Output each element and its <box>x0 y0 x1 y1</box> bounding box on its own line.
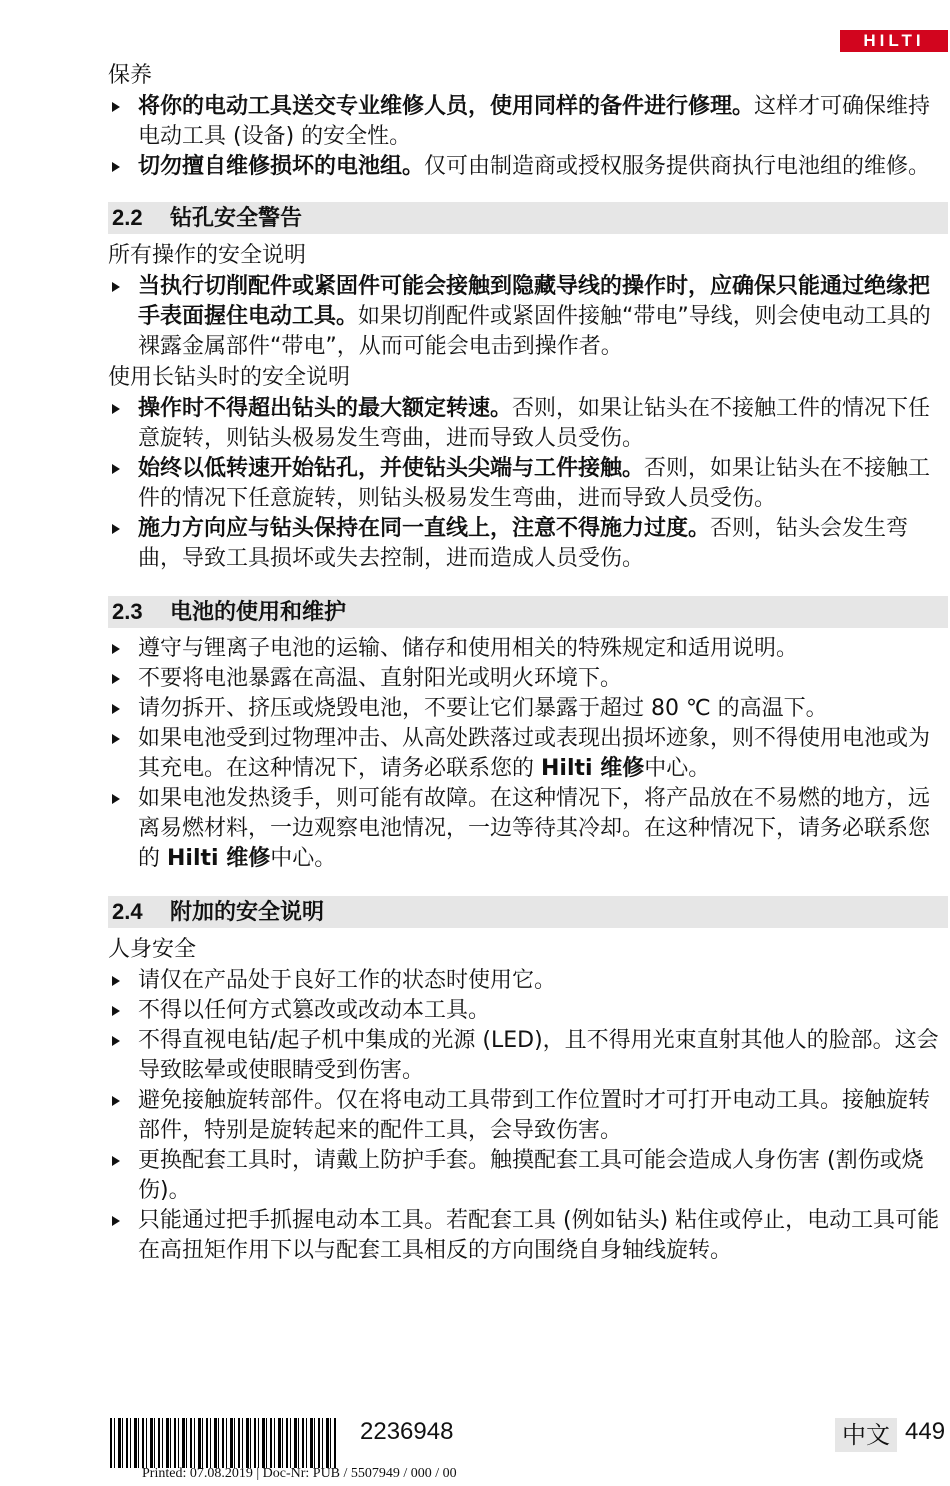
list-item <box>108 664 948 694</box>
page-number: 449 <box>905 1418 946 1445</box>
section-title: 电池的使用和维护 <box>170 600 347 625</box>
body-text: 中心。 <box>644 756 711 781</box>
hilti-logo: HILTI <box>840 30 948 52</box>
body-text: 更换配套工具时，请戴上防护手套。触摸配套工具可能会造成人身伤害 (割伤或烧伤)。 <box>138 1148 924 1203</box>
body-text: 如果电池受到过物理冲击、从高处跌落过或表现出损坏迹象，则不得使用电池或为其充电。在这种情况下，请务必联系您的 <box>138 726 931 781</box>
list-item <box>108 1206 948 1266</box>
section-title: 附加的安全说明 <box>170 900 325 925</box>
emphasis-text: Hilti 维修 <box>167 846 271 871</box>
list-item <box>108 454 948 514</box>
body-text: 不要将电池暴露在高温、直射阳光或明火环境下。 <box>138 666 623 691</box>
body-text: 仅可由制造商或授权服务提供商执行电池组的维修。 <box>424 154 931 179</box>
list-item <box>108 92 948 152</box>
body-text: 如果切削配件或紧固件接触“带电”导线，则会使电动工具的裸露金属部件“带电”，从而可能会电击到操作者。 <box>138 304 931 359</box>
list-item <box>108 152 948 182</box>
body-text: 这样才可确保维持电动工具 (设备) 的安全性。 <box>138 94 931 149</box>
body-text: 否则，钻头会发生弯曲，导致工具损坏或失去控制，进而造成人员受伤。 <box>138 516 909 571</box>
doc-number: 2236948 <box>360 1418 454 1445</box>
section-number: 2.4 <box>112 899 143 924</box>
language-badge: 中文 <box>835 1418 897 1452</box>
barcode <box>110 1418 338 1468</box>
section-title: 钻孔安全警告 <box>170 206 303 231</box>
list-item <box>108 272 948 362</box>
section-number: 2.2 <box>112 205 143 230</box>
emphasis-text: 操作时不得超出钻头的最大额定转速。 <box>138 396 513 421</box>
body-text: 不得以任何方式篡改或改动本工具。 <box>138 998 491 1023</box>
list-item <box>108 966 948 996</box>
list-item <box>108 724 948 784</box>
section-header-2-2 <box>108 202 948 234</box>
body-text: 避免接触旋转部件。仅在将电动工具带到工作位置时才可打开电动工具。接触旋转部件，特别是旋转起来的配件工具，会导致伤害。 <box>138 1088 931 1143</box>
body-text: 否则，如果让钻头在不接触工件的情况下任意旋转，则钻头极易发生弯曲，进而导致人员受伤。 <box>138 396 931 451</box>
list-item <box>108 514 948 574</box>
emphasis-text: 将你的电动工具送交专业维修人员，使用同样的备件进行修理。 <box>138 94 755 119</box>
body-text: 请勿拆开、挤压或烧毁电池，不要让它们暴露于超过 80 ℃ 的高温下。 <box>138 696 828 721</box>
page-content <box>108 60 948 1266</box>
list-item <box>108 394 948 454</box>
emphasis-text: 切勿擅自维修损坏的电池组。 <box>138 154 425 179</box>
list-item <box>108 784 948 874</box>
subsection-heading: 所有操作的安全说明 <box>108 243 307 268</box>
list-item <box>108 694 948 724</box>
subsection-heading: 人身安全 <box>108 937 197 962</box>
body-text: 遵守与锂离子电池的运输、储存和使用相关的特殊规定和适用说明。 <box>138 636 799 661</box>
print-info: Printed: 07.08.2019 | Doc-Nr: PUB / 5507949 / 000 / 00 <box>142 1466 457 1481</box>
emphasis-text: 当执行切削配件或紧固件可能会接触到隐藏导线的操作时，应确保只能通过绝缘把手表面握住电动工具。 <box>138 274 931 329</box>
list-item <box>108 1026 948 1086</box>
section-header-2-4 <box>108 896 948 928</box>
body-text: 如果电池发热烫手，则可能有故障。在这种情况下，将产品放在不易燃的地方，远离易燃材料，一边观察电池情况，一边等待其冷却。在这种情况下，请务必联系您的 <box>138 786 931 871</box>
body-text: 请仅在产品处于良好工作的状态时使用它。 <box>138 968 557 993</box>
emphasis-text: 施力方向应与钻头保持在同一直线上，注意不得施力过度。 <box>138 516 711 541</box>
body-text: 只能通过把手抓握电动本工具。若配套工具 (例如钻头) 粘住或停止，电动工具可能在高扭矩作用下以与配套工具相反的方向围绕自身轴线旋转。 <box>138 1208 940 1263</box>
list-item <box>108 996 948 1026</box>
section-header-2-3 <box>108 596 948 628</box>
maintenance-heading: 保养 <box>108 63 153 88</box>
list-item <box>108 1086 948 1146</box>
list-item <box>108 1146 948 1206</box>
subsection-heading: 使用长钻头时的安全说明 <box>108 365 351 390</box>
emphasis-text: Hilti 维修 <box>541 756 645 781</box>
body-text: 不得直视电钻/起子机中集成的光源 (LED)，且不得用光束直射其他人的脸部。这会导致眩晕或使眼睛受到伤害。 <box>138 1028 939 1083</box>
body-text: 中心。 <box>270 846 337 871</box>
body-text: 否则，如果让钻头在不接触工件的情况下任意旋转，则钻头极易发生弯曲，进而导致人员受伤。 <box>138 456 931 511</box>
emphasis-text: 始终以低转速开始钻孔，并使钻头尖端与工件接触。 <box>138 456 645 481</box>
section-number: 2.3 <box>112 599 143 624</box>
list-item <box>108 634 948 664</box>
